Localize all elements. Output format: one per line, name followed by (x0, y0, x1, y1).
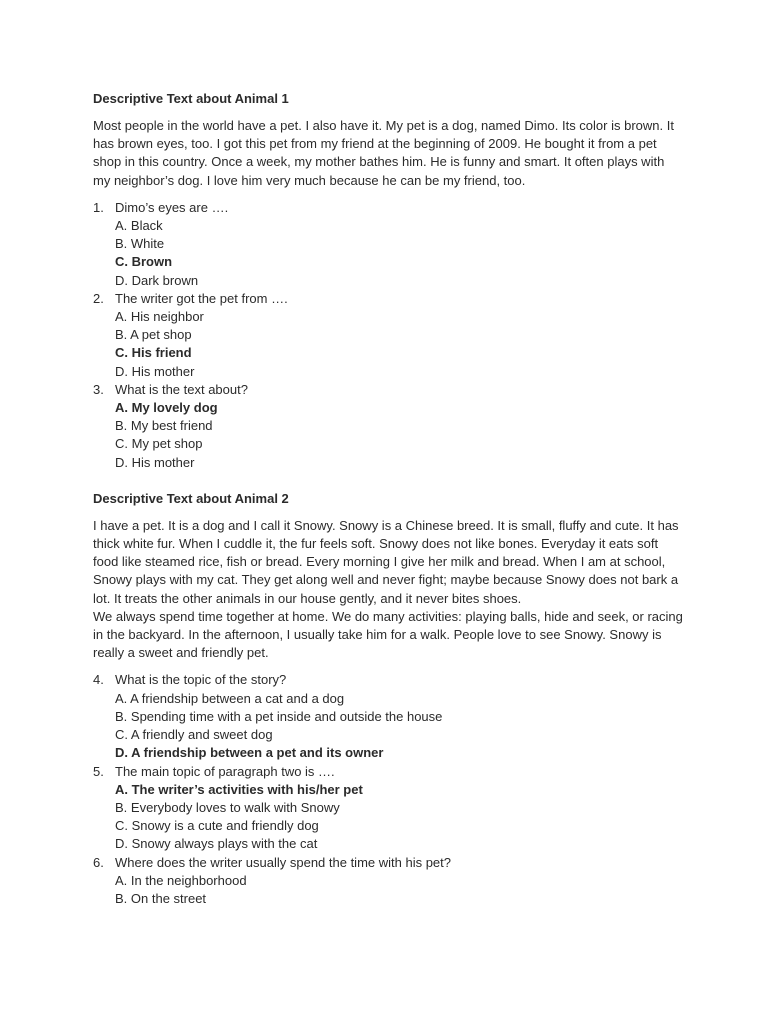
section-title: Descriptive Text about Animal 1 (93, 91, 289, 106)
question-line (93, 199, 683, 217)
question-item (93, 290, 683, 381)
question-text: Dimo’s eyes are …. (115, 199, 229, 215)
answer-option: A. His neighbor (115, 309, 204, 325)
answer-option: A. In the neighborhood (115, 872, 247, 888)
question-item (93, 854, 683, 909)
text-section (93, 90, 683, 472)
question-line (93, 381, 683, 399)
passage-paragraph: I have a pet. It is a dog and I call it Snowy. Snowy is a Chinese breed. It is small, fluffy and cute. It has thick white fur. When I cuddle it, the fur feels soft. Snowy does not like bones. Everyday it eats soft food like steamed rice, fish or bread. Every morning I give her milk and bread. When I am at school, Snowy plays with my cat. They get along well and never fight; maybe because Snowy does not bark a lot. It treats the other animals in our house gently, and it never bites shoes. (93, 517, 679, 606)
answer-options (115, 217, 683, 290)
answer-option: C. A friendly and sweet dog (115, 727, 273, 743)
question-number: 2. (93, 290, 104, 306)
answer-option: B. White (115, 236, 165, 252)
question-line (93, 290, 683, 308)
question-line (93, 671, 683, 689)
question-item (93, 671, 683, 762)
answer-option: A. A friendship between a cat and a dog (115, 690, 345, 706)
text-section (93, 490, 683, 908)
answer-option-correct: C. His friend (115, 345, 192, 361)
answer-options (115, 690, 683, 763)
question-text: What is the topic of the story? (115, 672, 287, 688)
answer-option: D. Snowy always plays with the cat (115, 836, 318, 852)
answer-option-correct: A. The writer’s activities with his/her pet (115, 781, 363, 797)
document-body (93, 90, 683, 926)
question-number: 3. (93, 381, 104, 397)
question-number: 1. (93, 199, 104, 215)
answer-option: D. Dark brown (115, 272, 199, 288)
question-line (93, 763, 683, 781)
question-text: The main topic of paragraph two is …. (115, 763, 335, 779)
answer-option-correct: C. Brown (115, 254, 173, 270)
answer-option: B. A pet shop (115, 327, 192, 343)
answer-option: B. My best friend (115, 418, 213, 434)
passage-paragraph: Most people in the world have a pet. I also have it. My pet is a dog, named Dimo. Its color is brown. It has brown eyes, too. I got this pet from my friend at the beginning of 2009. He bought it from a pet shop in this country. Once a week, my mother bathes him. He is funny and smart. It often plays with my neighbor’s dog. I love him very much because he can be my friend, too. (93, 118, 674, 188)
question-number: 5. (93, 763, 104, 779)
passage-paragraph: We always spend time together at home. We do many activities: playing balls, hide and seek, or racing in the backyard. In the afternoon, I usually take him for a walk. People love to see Snowy. Snowy is really a sweet and friendly pet. (93, 608, 683, 661)
question-text: What is the text about? (115, 381, 248, 397)
question-text: Where does the writer usually spend the time with his pet? (115, 854, 452, 870)
answer-options (115, 781, 683, 854)
question-item (93, 381, 683, 472)
answer-option: B. On the street (115, 890, 207, 906)
question-line (93, 854, 683, 872)
section-title: Descriptive Text about Animal 2 (93, 490, 289, 506)
answer-option: A. Black (115, 218, 163, 234)
question-list (93, 199, 683, 472)
answer-option-correct: A. My lovely dog (115, 400, 218, 416)
question-list (93, 671, 683, 908)
answer-options (115, 399, 683, 472)
answer-option: C. Snowy is a cute and friendly dog (115, 818, 319, 834)
answer-options (115, 308, 683, 381)
question-number: 4. (93, 672, 104, 688)
answer-option-correct: D. A friendship between a pet and its owner (115, 745, 384, 761)
question-text: The writer got the pet from …. (115, 290, 288, 306)
answer-option: C. My pet shop (115, 436, 203, 452)
answer-option: B. Spending time with a pet inside and outside the house (115, 708, 443, 724)
answer-option: B. Everybody loves to walk with Snowy (115, 799, 340, 815)
answer-options (115, 872, 683, 908)
question-number: 6. (93, 854, 104, 870)
answer-option: D. His mother (115, 363, 195, 379)
answer-option: D. His mother (115, 454, 195, 470)
question-item (93, 199, 683, 290)
question-item (93, 763, 683, 854)
